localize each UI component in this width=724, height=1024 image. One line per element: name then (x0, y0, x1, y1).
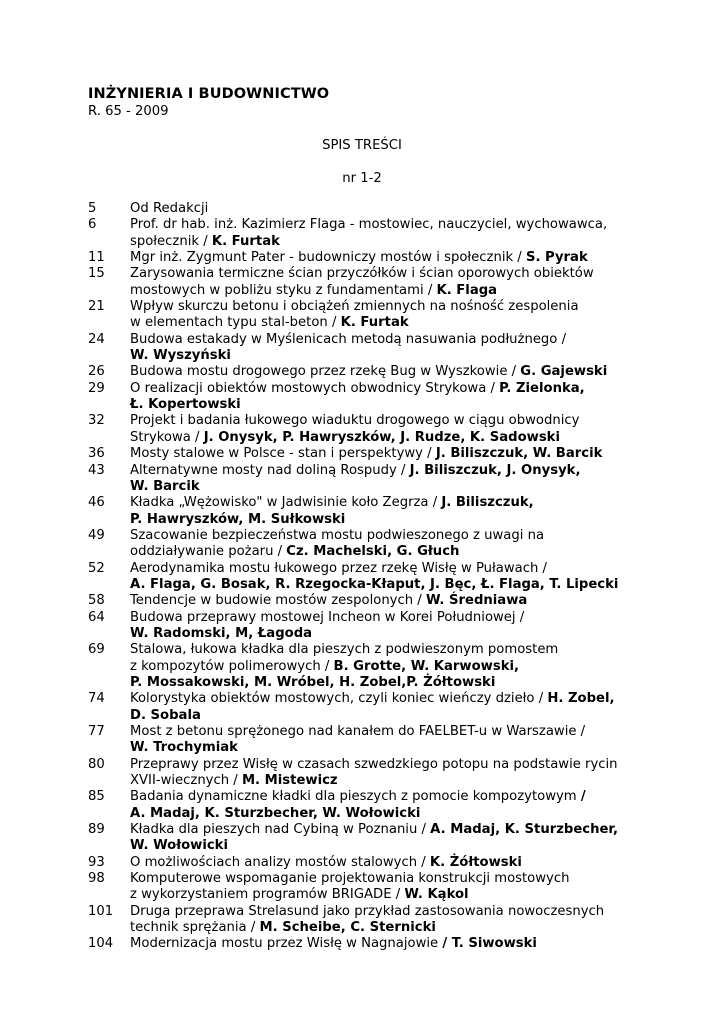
toc-page-number: 32 (88, 413, 105, 429)
toc-page-number: 77 (88, 724, 105, 739)
toc-page-number: 6 (88, 217, 97, 233)
toc-entry-title: Budowa przeprawy mostowej Incheon w Korei Południowej / (130, 609, 525, 625)
toc-entry-title: Mosty stalowe w Polsce - stan i perspektywy / (130, 446, 436, 462)
toc-entry-title: Badania dynamiczne kładki dla pieszych z pomocie kompozytowym (130, 789, 581, 805)
toc-entry (88, 446, 648, 462)
toc-entry-title: Kładka „Wężowisko" w Jadwisinie koło Zegrza / (130, 495, 442, 511)
toc-page-number: 36 (88, 446, 105, 462)
toc-heading (0, 138, 724, 153)
toc-entry-authors: / T. Siwowski (442, 936, 537, 952)
toc-entry (88, 463, 648, 496)
toc-page-number: 29 (88, 380, 105, 396)
toc-entry-title: Od Redakcji (130, 201, 209, 216)
toc-entry (88, 561, 648, 594)
toc-entry-text (130, 822, 648, 855)
toc-entry-title: Stalowa, łukowa kładka dla pieszych z podwieszonym pomostem z kompozytów polimerowych / (130, 642, 559, 674)
toc-entry-title: Szacowanie bezpieczeństwa mostu podwieszonego z uwagi na oddziaływanie pożaru / (130, 527, 545, 560)
toc-entry-authors: A. Flaga, G. Bosak, R. Rzegocka-Kłaput, J. Bęc, Ł. Flaga, T. Lipecki (130, 576, 619, 592)
toc-entry-text (130, 364, 648, 380)
toc-entry-text (130, 299, 648, 332)
toc-entry-authors: / A. Madaj, K. Sturzbecher, W. Wołowicki (130, 789, 586, 821)
toc-entry-text (130, 936, 648, 952)
toc-entry-title: Zarysowania termiczne ścian przyczółków i ścian oporowych obiektów mostowych w pobliżu styku z fundamentami / (130, 266, 594, 298)
toc-entry-authors: M. Mistewicz (241, 773, 338, 789)
toc-entry-authors: W. Wyszyński (130, 348, 231, 364)
toc-entry (88, 822, 648, 855)
toc-page-number: 93 (88, 854, 105, 870)
toc-entry-text (130, 691, 648, 724)
table-of-contents (88, 201, 648, 953)
toc-page-number: 43 (88, 462, 105, 478)
toc-entry-authors: K. Furtak (340, 315, 409, 331)
toc-page-number: 58 (88, 593, 105, 609)
toc-page-number: 104 (88, 936, 114, 952)
toc-entry-text (130, 871, 648, 904)
toc-entry-text (130, 446, 648, 462)
toc-page-number: 101 (88, 903, 114, 919)
toc-entry-title: Kolorystyka obiektów mostowych, czyli koniec wieńczy dzieło / (130, 691, 548, 707)
toc-page-number: 21 (88, 299, 105, 315)
toc-page-number: 52 (88, 560, 105, 576)
toc-entry-authors: W. Kąkol (404, 887, 469, 903)
toc-entry-authors: K. Furtak (211, 233, 280, 249)
toc-entry-title: Druga przeprawa Strelasund jako przykład zastosowania nowoczesnych technik sprężania / (130, 903, 605, 936)
toc-entry-title: Modernizacja mostu przez Wisłę w Nagnajowie (130, 936, 443, 952)
toc-entry-text (130, 463, 648, 496)
toc-page-number: 15 (88, 266, 105, 282)
toc-entry-authors: J. Biliszczuk, W. Barcik (435, 446, 603, 462)
toc-entry-text (130, 413, 648, 446)
toc-page-number: 85 (88, 789, 105, 805)
toc-entry (88, 332, 648, 365)
issue-number: nr 1-2 (342, 171, 382, 186)
toc-entry-authors: A. Madaj, K. Sturzbecher, W. Wołowicki (130, 822, 619, 854)
toc-entry-authors: J. Biliszczuk, J. Onysyk, W. Barcik (130, 462, 581, 494)
toc-entry-text (130, 561, 648, 594)
toc-page-number: 74 (88, 691, 105, 707)
toc-entry (88, 789, 648, 822)
toc-entry (88, 413, 648, 446)
toc-page-number: 46 (88, 495, 105, 511)
toc-entry-text (130, 610, 648, 643)
toc-entry-text (130, 250, 648, 266)
toc-entry-title: Przeprawy przez Wisłę w czasach szwedzkiego potopu na podstawie rycin XVII-wiecznych / (130, 756, 618, 789)
toc-entry-text (130, 201, 648, 217)
toc-entry (88, 364, 648, 380)
toc-entry (88, 871, 648, 904)
toc-entry-authors: J. Biliszczuk, P. Hawryszków, M. Sułkowski (130, 495, 534, 527)
toc-entry-text (130, 266, 648, 299)
toc-entry-title: Mgr inż. Zygmunt Pater - budowniczy mostów i społecznik / (130, 250, 526, 266)
toc-entry-title: Wpływ skurczu betonu i obciążeń zmiennych na nośność zespolenia w elementach typu stal-beton / (130, 299, 579, 331)
toc-page-number: 49 (88, 527, 105, 543)
toc-entry-title: O realizacji obiektów mostowych obwodnicy Strykowa / (130, 380, 500, 396)
toc-entry-title: Budowa estakady w Myślenicach metodą nasuwania podłużnego / (130, 331, 567, 347)
toc-entry-title: Projekt i badania łukowego wiaduktu drogowego w ciągu obwodnicy Strykowa / (130, 413, 580, 445)
toc-entry (88, 724, 648, 757)
toc-entry-authors: P. Zielonka, Ł. Kopertowski (130, 380, 585, 413)
toc-entry-authors: W. Radomski, M, Łagoda (130, 625, 313, 641)
toc-entry-text (130, 495, 648, 528)
toc-entry (88, 266, 648, 299)
journal-volume: R. 65 - 2009 (88, 104, 169, 119)
toc-entry-authors: M. Scheibe, C. Sternicki (259, 920, 436, 936)
toc-entry-title: Alternatywne mosty nad doliną Rospudy / (130, 462, 410, 478)
toc-entry-text (130, 528, 648, 561)
toc-entry-authors: B. Grotte, W. Karwowski, P. Mossakowski, M. Wróbel, H. Zobel,P. Żółtowski (130, 658, 519, 690)
toc-entry (88, 691, 648, 724)
toc-entry-authors: J. Onysyk, P. Hawryszków, J. Rudze, K. Sadowski (203, 429, 560, 445)
toc-entry (88, 642, 648, 691)
journal-title: INŻYNIERIA I BUDOWNICTWO (88, 86, 330, 102)
toc-entry-authors: W. Średniawa (425, 593, 528, 609)
toc-entry-authors: Cz. Machelski, G. Głuch (286, 544, 460, 560)
toc-entry (88, 610, 648, 643)
toc-entry (88, 904, 648, 937)
toc-entry-text (130, 642, 648, 691)
toc-entry-authors: S. Pyrak (525, 250, 588, 266)
toc-entry-authors: K. Flaga (436, 282, 498, 298)
toc-page-number: 80 (88, 756, 105, 772)
toc-entry-text (130, 757, 648, 790)
toc-entry-authors: G. Gajewski (520, 364, 608, 380)
toc-entry-authors: K. Żółtowski (429, 854, 522, 870)
toc-page-number: 64 (88, 609, 105, 625)
toc-entry (88, 381, 648, 414)
toc-entry-title: Prof. dr hab. inż. Kazimierz Flaga - mostowiec, nauczyciel, wychowawca, społecznik / (130, 217, 608, 249)
toc-entry-text (130, 855, 648, 871)
toc-entry-authors: W. Trochymiak (130, 740, 238, 756)
toc-entry-title: Most z betonu sprężonego nad kanałem do FAELBET-u w Warszawie / (130, 724, 586, 739)
toc-page-number: 11 (88, 250, 105, 266)
toc-page-number: 5 (88, 201, 97, 216)
toc-entry (88, 593, 648, 609)
toc-entry-authors: H. Zobel, D. Sobala (130, 691, 615, 723)
toc-entry-title: Komputerowe wspomaganie projektowania konstrukcji mostowych z wykorzystaniem programów BRIGADE / (130, 871, 570, 903)
toc-entry-text (130, 381, 648, 414)
toc-page-number: 26 (88, 364, 105, 380)
toc-entry (88, 495, 648, 528)
toc-entry-text (130, 724, 648, 757)
toc-entry (88, 299, 648, 332)
toc-entry (88, 250, 648, 266)
toc-entry-text (130, 217, 648, 250)
toc-entry-title: Budowa mostu drogowego przez rzekę Bug w Wyszkowie / (130, 364, 521, 380)
toc-page-number: 24 (88, 331, 105, 347)
toc-entry (88, 201, 648, 217)
toc-entry (88, 757, 648, 790)
toc-page-number: 98 (88, 871, 105, 887)
toc-entry-title: Tendencje w budowie mostów zespolonych / (130, 593, 426, 609)
toc-entry (88, 855, 648, 871)
toc-heading-text: SPIS TREŚCI (322, 138, 402, 153)
toc-entry-title: Aerodynamika mostu łukowego przez rzekę Wisłę w Puławach / (130, 560, 547, 576)
toc-entry-text (130, 789, 648, 822)
toc-entry-text (130, 904, 648, 937)
toc-page-number: 89 (88, 822, 105, 838)
toc-entry-title: O możliwościach analizy mostów stalowych / (130, 854, 430, 870)
toc-entry (88, 528, 648, 561)
toc-page-number: 69 (88, 642, 105, 658)
toc-entry-text (130, 593, 648, 609)
toc-entry (88, 217, 648, 250)
toc-entry-title: Kładka dla pieszych nad Cybiną w Poznaniu / (130, 822, 431, 838)
toc-entry (88, 936, 648, 952)
toc-entry-text (130, 332, 648, 365)
